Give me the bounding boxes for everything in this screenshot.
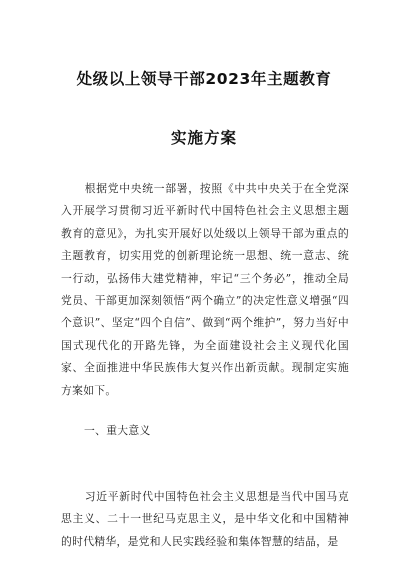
section-heading-significance: 一、重大意义 [84, 424, 151, 437]
section-paragraph: 习近平新时代中国特色社会主义思想是当代中国马克思主义、二十一世纪马克思主义，是中华文化和中国精神的时代精华，是党和人民实践经验和集体智慧的结晶，是 [61, 490, 349, 548]
document-subtitle: 实施方案 [170, 129, 237, 147]
document-title: 处级以上领导干部2023年主题教育 [76, 70, 332, 88]
intro-paragraph: 根据党中央统一部署，按照《中共中央关于在全党深入开展学习贯彻习近平新时代中国特色社会主义思想主题教育的意见》，为扎实开展好以处级以上领导干部为重点的主题教育，切实用党的创新理论统一思想、统一意志、统一行动，弘扬伟大建党精神，牢记“三个务必”，推动全局党员、干部更加深刻领悟“两个确立”的决定性意义增强“四个意识”、坚定“四个自信”、做到“两个维护”，努力当好中国式现代化的开路先锋，为全面建设社会主义现代化国家、全面推进中华民族伟大复兴作出新贡献。现制定实施方案如下。 [61, 182, 349, 397]
